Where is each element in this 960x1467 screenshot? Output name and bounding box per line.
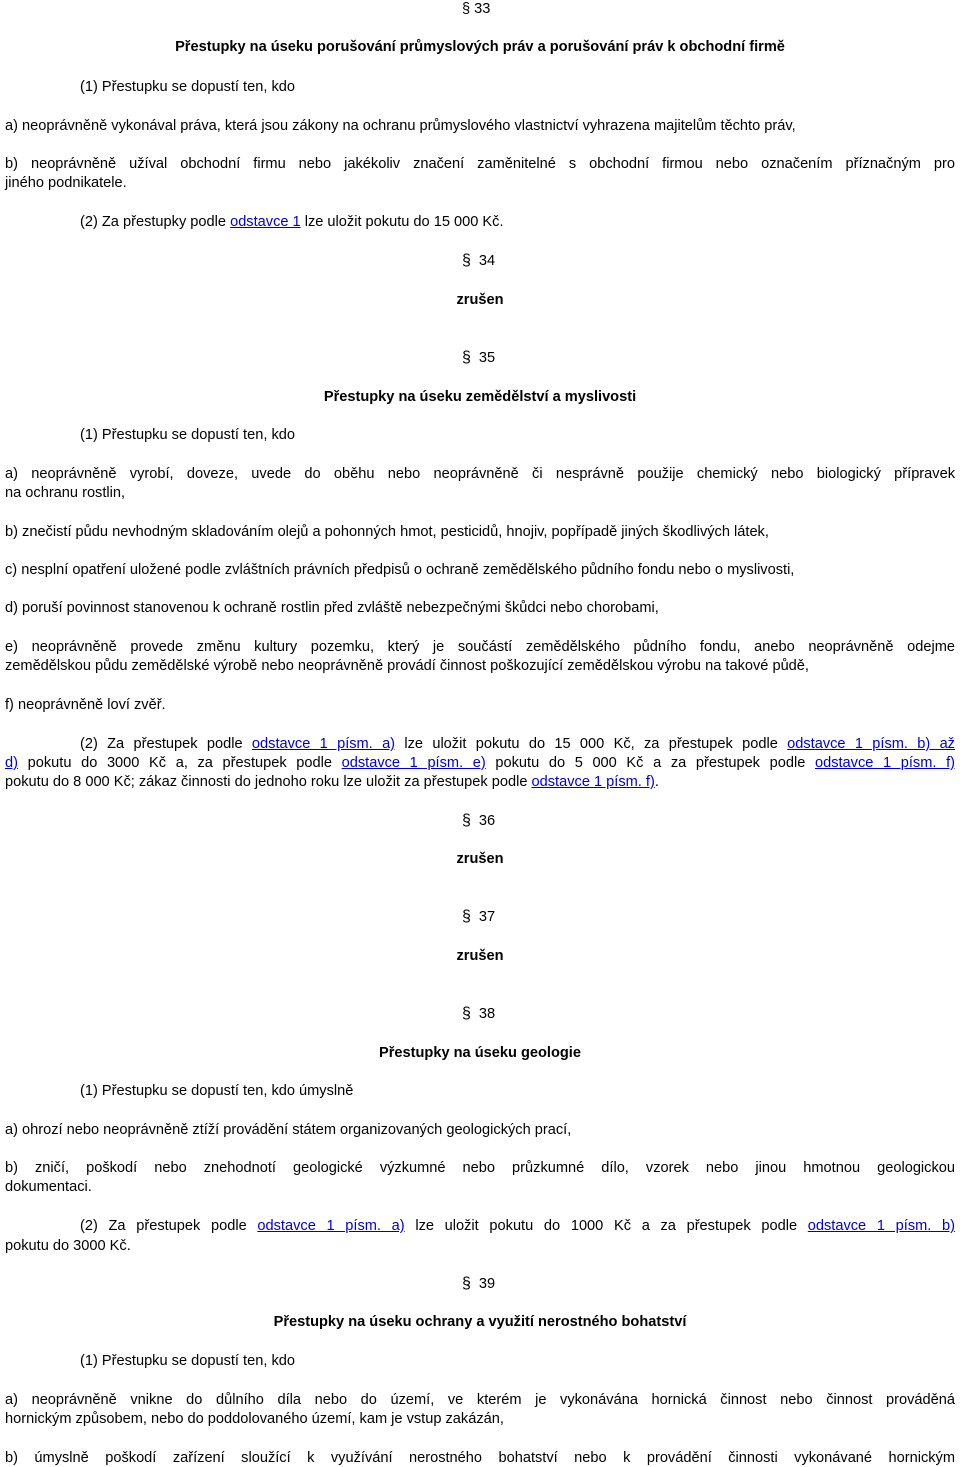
- section-symbol-icon: §: [462, 1005, 471, 1022]
- link-odstavce-1-pism-a[interactable]: odstavce 1 písm. a): [251, 736, 396, 752]
- section-symbol-icon: §: [462, 252, 471, 269]
- section-38-item-b-line-1: b) zničí, poškodí nebo znehodnotí geologické výzkumné nebo průzkumné dílo, vzorek nebo jinou hmotnou geologickou: [5, 1160, 955, 1176]
- para-text: pokutu do 5 000 Kč a za přestupek podle: [485, 755, 815, 771]
- link-odstavce-1[interactable]: odstavce 1: [230, 214, 301, 230]
- link-odstavce-1-pism-e[interactable]: odstavce 1 písm. e): [341, 755, 486, 771]
- section-38-number: [462, 1005, 495, 1023]
- section-33-item-b-line-1: b) neoprávněně užíval obchodní firmu nebo jakékoliv značení zaměnitelné s obchodní firmou nebo označením příznačným pro: [5, 156, 955, 172]
- section-38-para-1: (1) Přestupku se dopustí ten, kdo úmyslně: [80, 1083, 354, 1099]
- section-35-item-b: b) znečistí půdu nevhodným skladováním olejů a pohonných hmot, pesticidů, hnojiv, popřípadě jiných škodlivých látek,: [5, 524, 769, 540]
- para-text: lze uložit pokutu do 15 000 Kč.: [300, 214, 504, 230]
- section-34-number: [462, 252, 495, 270]
- section-symbol-icon: §: [462, 908, 471, 925]
- section-number: 38: [478, 1006, 496, 1022]
- section-35-para-2-line-3: [5, 773, 659, 791]
- section-39-title: Přestupky na úseku ochrany a využití nerostného bohatství: [273, 1314, 687, 1330]
- para-text: pokutu do 8 000 Kč; zákaz činnosti do jednoho roku lze uložit za přestupek podle: [5, 774, 532, 790]
- section-36-number: [462, 812, 495, 830]
- section-33-item-a: a) neoprávněně vykonával práva, která jsou zákony na ochranu průmyslového vlastnictví vyhrazena majitelům těchto práv,: [5, 118, 796, 134]
- section-39-item-a-line-1: a) neoprávněně vnikne do důlního díla nebo do území, ve kterém je vykonávána hornická činnost nebo činnost prováděná: [5, 1392, 955, 1408]
- para-text: pokutu do 3000 Kč a, za přestupek podle: [17, 755, 342, 771]
- section-number: 35: [478, 350, 496, 366]
- link-odstavce-1-pism-a[interactable]: odstavce 1 písm. a): [257, 1218, 405, 1234]
- section-35-item-f: f) neoprávněně loví zvěř.: [5, 697, 166, 713]
- section-number: 39: [478, 1276, 496, 1292]
- section-35-item-e-line-2: zemědělskou půdu zemědělské výrobě nebo neoprávněně provádí činnost poškozující zemědělskou výrobu na takové půdě,: [5, 658, 809, 674]
- section-33-title: Přestupky na úseku porušování průmyslových práv a porušování práv k obchodní firmě: [175, 39, 785, 55]
- para-text: lze uložit pokutu do 15 000 Kč, za přestupek podle: [395, 736, 788, 752]
- section-35-para-2-line-1: [80, 735, 955, 753]
- section-35-item-c: c) nesplní opatření uložené podle zvláštních právních předpisů o ochraně zemědělského půdního fondu nebo o myslivosti,: [5, 562, 795, 578]
- link-odstavce-1-pism-b[interactable]: odstavce 1 písm. b): [807, 1218, 955, 1234]
- section-symbol-icon: §: [462, 812, 471, 829]
- link-odstavce-1-pism-b-az-d[interactable]: odstavce 1 písm. b) až: [787, 736, 955, 752]
- section-39-para-1: (1) Přestupku se dopustí ten, kdo: [80, 1353, 295, 1369]
- section-35-number: [462, 349, 495, 367]
- section-35-title: Přestupky na úseku zemědělství a myslivosti: [323, 389, 637, 405]
- section-35-para-1: (1) Přestupku se dopustí ten, kdo: [80, 427, 295, 443]
- section-37-number: [462, 908, 495, 926]
- link-odstavce-1-pism-f-2[interactable]: odstavce 1 písm. f): [531, 774, 655, 790]
- para-text: .: [654, 774, 659, 790]
- section-35-item-d: d) poruší povinnost stanovenou k ochraně rostlin před zvláště nebezpečnými škůdci nebo chorobami,: [5, 600, 659, 616]
- section-38-title: Přestupky na úseku geologie: [379, 1045, 581, 1061]
- section-38-para-2-line-1: [80, 1217, 955, 1235]
- section-38-para-2-line-2: pokutu do 3000 Kč.: [5, 1238, 131, 1254]
- section-35-item-a-line-2: na ochranu rostlin,: [5, 485, 126, 501]
- para-text: (2) Za přestupek podle: [80, 736, 252, 752]
- section-number: 36: [478, 813, 496, 829]
- section-33-para-1: (1) Přestupku se dopustí ten, kdo: [80, 79, 295, 95]
- section-number: 37: [478, 909, 496, 925]
- section-38-item-b-line-2: dokumentaci.: [5, 1179, 92, 1195]
- section-38-item-a: a) ohrozí nebo neoprávněně ztíží provádění státem organizovaných geologických prací,: [5, 1122, 572, 1138]
- link-odstavce-1-pism-f[interactable]: odstavce 1 písm. f): [814, 755, 955, 771]
- section-symbol-icon: §: [462, 349, 471, 366]
- section-33-para-2: [80, 213, 504, 231]
- section-35-item-e-line-1: e) neoprávněně provede změnu kultury pozemku, který je součástí zemědělského půdního fondu, anebo neoprávněně odejme: [5, 639, 955, 655]
- section-39-item-b-line-1: b) úmyslně poškodí zařízení sloužící k využívání nerostného bohatství nebo k provádění činnosti vykonávané hornickým: [5, 1450, 955, 1466]
- section-35-para-2-line-2: [5, 754, 955, 772]
- section-39-item-a-line-2: hornickým způsobem, nebo do poddolovaného území, kam je vstup zakázán,: [5, 1411, 504, 1427]
- section-39-number: [462, 1275, 495, 1293]
- para-text: (2) Za přestupek podle: [80, 1218, 258, 1234]
- section-37-status: zrušen: [456, 948, 504, 964]
- section-symbol-icon: §: [462, 1275, 471, 1292]
- para-text: (2) Za přestupky podle: [80, 214, 231, 230]
- link-odstavce-1-pism-b-az-d-cont[interactable]: d): [5, 755, 18, 771]
- section-33-number: § 33: [462, 1, 491, 17]
- section-35-item-a-line-1: a) neoprávněně vyrobí, doveze, uvede do oběhu nebo neoprávněně či nesprávně použije chemický nebo biologický přípravek: [5, 466, 955, 482]
- para-text: lze uložit pokutu do 1000 Kč a za přestupek podle: [404, 1218, 808, 1234]
- section-36-status: zrušen: [456, 851, 504, 867]
- section-34-status: zrušen: [456, 292, 504, 308]
- section-number: 34: [478, 253, 496, 269]
- section-33-item-b-line-2: jiného podnikatele.: [5, 175, 127, 191]
